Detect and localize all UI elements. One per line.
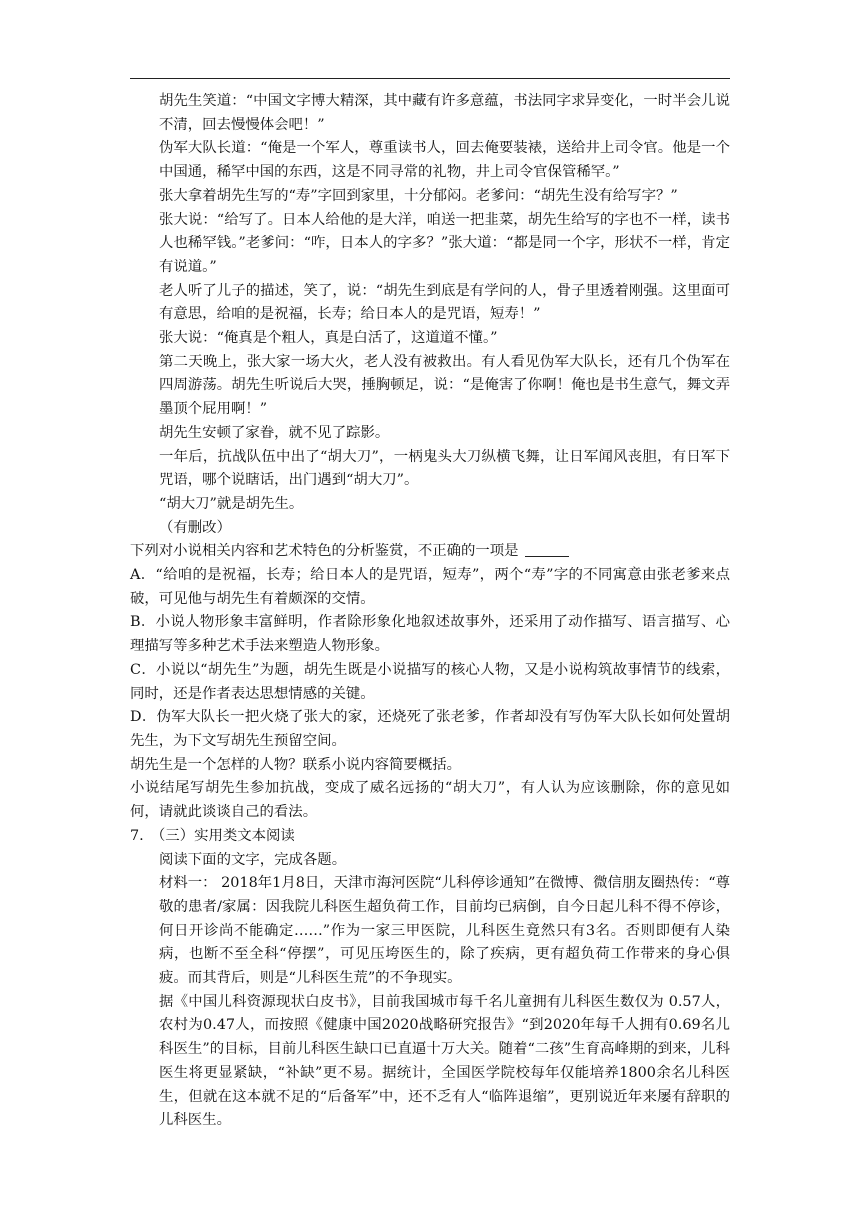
material-2: 据《中国儿科资源现状白皮书》，目前我国城市每千名儿童拥有儿科医生数仅为 0.57人，农村为0.47人，而按照《健康中国2020战略研究报告》“到2020年每千人拥有0.69名儿科医生”的目标，目前儿科医生缺口已直逼十万大关。随着“二孩”生育高峰期的到来，儿科医生将更显紧缺，“补缺”更不易。据统计，全国医学院校每年仅能培养1800余名儿科医生，但就在这本就不足的“后备军”中，还不乏有人“临阵退缩”，更别说近年来屡有辞职的儿科医生。 xyxy=(159,993,730,1129)
document-body xyxy=(130,90,730,1133)
story-paragraph: 胡先生笑道：“中国文字博大精深，其中藏有许多意蕴，书法同字求异变化，一时半会儿说不清，回去慢慢体会吧！” xyxy=(159,93,730,133)
material-1: 材料一： 2018年1月8日，天津市海河医院“儿科停诊通知”在微博、微信朋友圈热传：“尊敬的患者/家属：因我院儿科医生超负荷工作，目前均已病倒，自今日起儿科不得不停诊，何日开诊尚不能确定……”作为一家三甲医院，儿科医生竟然只有3名。否则即便有人染病，也断不至全科“停摆”，可见压垮医生的，除了疾病，更有超负荷工作带来的身心俱疲。而其背后，则是“儿科医生荒”的不争现实。 xyxy=(159,875,730,987)
section-7-instruction: 阅读下面的文字，完成各题。 xyxy=(159,851,347,868)
story-paragraph: 一年后，抗战队伍中出了“胡大刀”，一柄鬼头大刀纵横飞舞，让日军闻风丧胆，有日军下咒语，哪个说瞎话，出门遇到“胡大刀”。 xyxy=(159,448,730,489)
story-paragraph: 张大拿着胡先生写的“寿”字回到家里，十分郁闷。老爹问：“胡先生没有给写字？” xyxy=(159,187,678,204)
option-c: C．小说以“胡先生”为题，胡先生既是小说描写的核心人物，又是小说构筑故事情节的线索，同时，还是作者表达思想情感的关键。 xyxy=(130,661,730,702)
section-7-heading: 7. （三）实用类文本阅读 xyxy=(130,827,295,844)
question-2: 胡先生是一个怎样的人物？联系小说内容简要概括。 xyxy=(130,756,461,773)
story-paragraph: 张大说：“俺真是个粗人，真是白活了，这道道不懂。” xyxy=(159,330,498,347)
story-paragraph: 胡先生安顿了家眷，就不见了踪影。 xyxy=(159,424,390,441)
answer-blank[interactable] xyxy=(525,541,569,557)
story-paragraph: 第二天晚上，张大家一场大火，老人没有被救出。有人看见伪军大队长，还有几个伪军在四周游荡。胡先生听说后大哭，捶胸顿足，说：“是俺害了你啊！俺也是书生意气，舞文弄墨顶个屁用啊！” xyxy=(159,353,730,418)
question-1-text: 下列对小说相关内容和艺术特色的分析鉴赏，不正确的一项是 xyxy=(130,543,519,560)
option-a: A．“给咱的是祝福，长寿；给日本人的是咒语，短寿”，两个“寿”字的不同寓意由张老爹来点破，可见他与胡先生有着颇深的交情。 xyxy=(130,567,730,607)
option-d: D．伪军大队长一把火烧了张大的家，还烧死了张老爹，作者却没有写伪军大队长如何处置胡先生，为下文写胡先生预留空间。 xyxy=(130,709,730,749)
source-note: （有删改） xyxy=(159,519,231,536)
header-rule xyxy=(130,78,730,79)
story-paragraph: 老人听了儿子的描述，笑了，说：“胡先生到底是有学问的人，骨子里透着刚强。这里面可有意思，给咱的是祝福，长寿；给日本人的是咒语，短寿！” xyxy=(159,282,730,323)
question-1-stem xyxy=(130,540,730,564)
story-paragraph: 伪军大队长道：“俺是一个军人，尊重读书人，回去俺要装裱，送给井上司令官。他是一个中国通，稀罕中国的东西，这是不同寻常的礼物，井上司令官保管稀罕。” xyxy=(159,140,730,181)
option-b: B．小说人物形象丰富鲜明，作者除形象化地叙述故事外，还采用了动作描写、语言描写、心理描写等多种艺术手法来塑造人物形象。 xyxy=(130,614,730,655)
question-3: 小说结尾写胡先生参加抗战，变成了威名远扬的“胡大刀”，有人认为应该删除，你的意见如何，请就此谈谈自己的看法。 xyxy=(130,780,730,821)
story-paragraph: “胡大刀”就是胡先生。 xyxy=(159,495,304,512)
story-paragraph: 张大说：“给写了。日本人给他的是大洋，咱送一把韭菜，胡先生给写的字也不一样，读书人也稀罕钱。”老爹问：“咋，日本人的字多？”张大道：“都是同一个字，形状不一样，肯定有说道。” xyxy=(159,211,730,275)
